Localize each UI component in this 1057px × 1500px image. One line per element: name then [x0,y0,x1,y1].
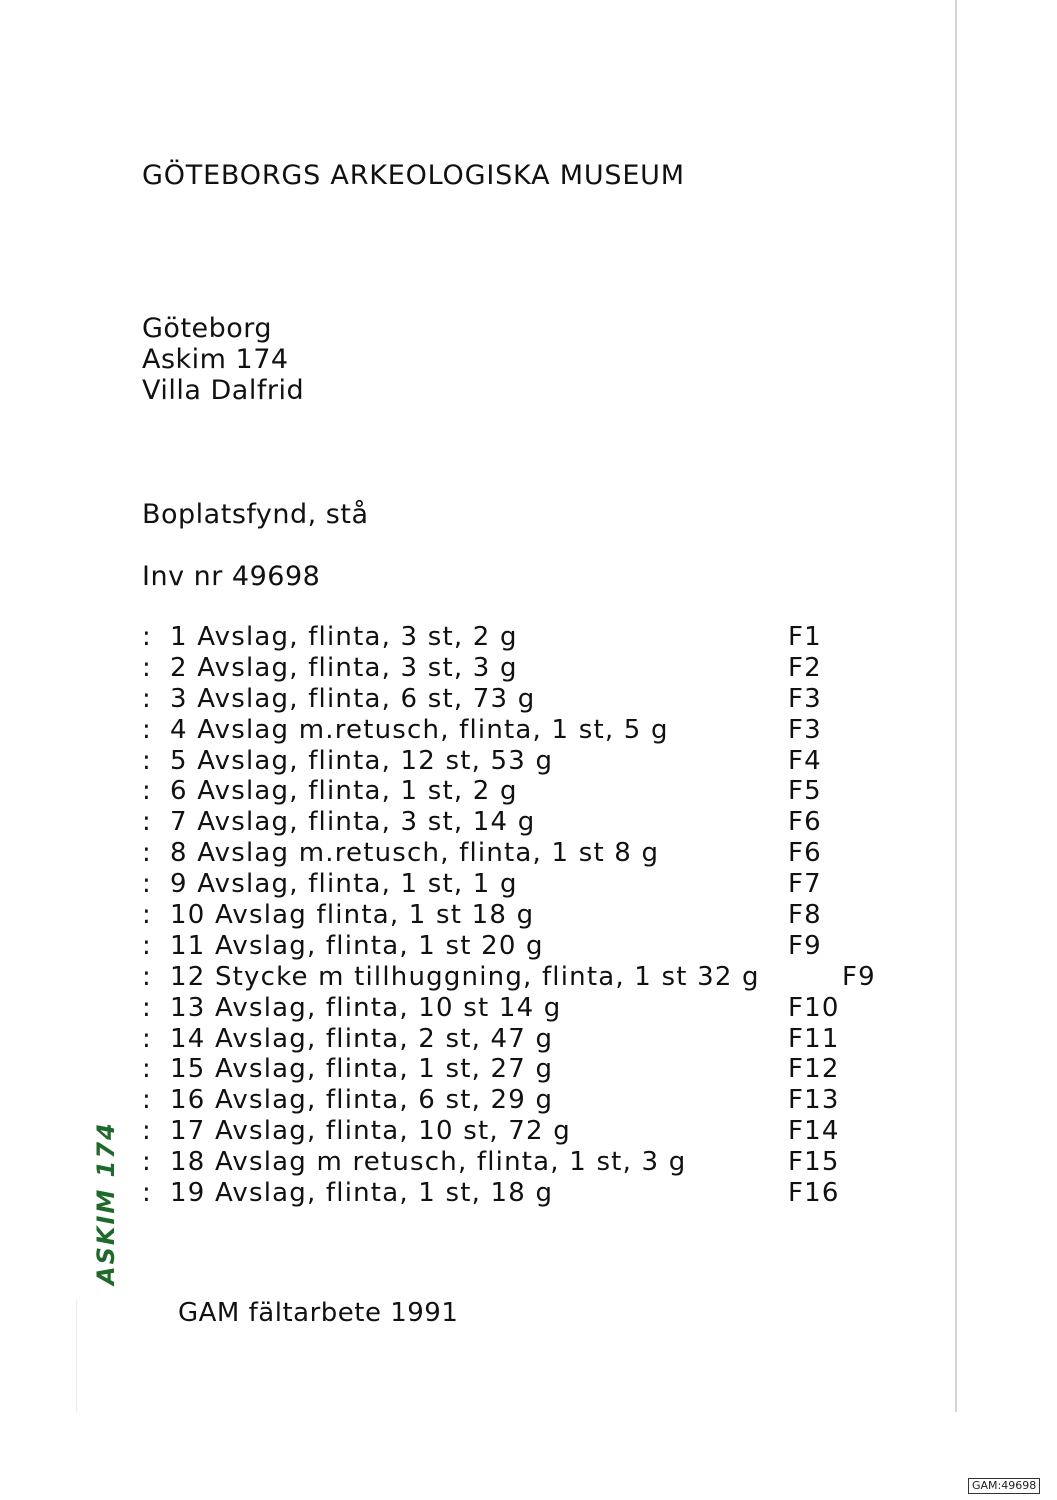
find-description: 17 Avslag, flinta, 10 st, 72 g [170,1116,571,1147]
find-row [142,776,902,807]
location-place: Villa Dalfrid [142,375,305,406]
find-row [142,962,902,993]
find-description: 6 Avslag, flinta, 1 st, 2 g [170,776,518,807]
handwritten-site-note: ASKIM 174 [92,1121,120,1285]
archive-tag: GAM:49698 [968,1478,1040,1494]
row-separator: : [142,900,152,931]
row-separator: : [142,1147,152,1178]
find-code: F9 [842,961,876,992]
find-description: 5 Avslag, flinta, 12 st, 53 g [170,745,554,776]
row-separator: : [142,745,152,776]
row-separator: : [142,683,152,714]
find-description: 16 Avslag, flinta, 6 st, 29 g [170,1085,554,1116]
row-separator: : [142,1178,152,1209]
find-description: 14 Avslag, flinta, 2 st, 47 g [170,1023,554,1054]
find-description: 2 Avslag, flinta, 3 st, 3 g [170,652,518,683]
find-code: F2 [788,652,822,683]
find-row [142,622,902,653]
row-separator: : [142,838,152,869]
row-separator: : [142,1116,152,1147]
find-row [142,1054,902,1085]
find-row [142,1147,902,1178]
find-code: F11 [788,1023,840,1054]
find-code: F12 [788,1054,840,1085]
row-separator: : [142,807,152,838]
find-description: 8 Avslag m.retusch, flinta, 1 st 8 g [170,838,660,869]
find-description: 19 Avslag, flinta, 1 st, 18 g [170,1178,554,1209]
row-separator: : [142,930,152,961]
row-separator: : [142,776,152,807]
find-code: F13 [788,1085,840,1116]
find-code: F5 [788,776,822,807]
page-edge-line [955,0,957,1412]
find-row [142,838,902,869]
find-row [142,931,902,962]
find-category: Boplatsfynd, stå [142,499,369,530]
row-separator: : [142,869,152,900]
location-block [142,313,304,406]
find-row [142,1024,902,1055]
location-city: Göteborg [142,313,273,344]
finds-list [142,622,902,1209]
find-description: 15 Avslag, flinta, 1 st, 27 g [170,1054,554,1085]
row-separator: : [142,1054,152,1085]
museum-header: GÖTEBORGS ARKEOLOGISKA MUSEUM [142,160,685,191]
find-row [142,1085,902,1116]
find-row [142,1178,902,1209]
find-description: 18 Avslag m retusch, flinta, 1 st, 3 g [170,1147,687,1178]
find-description: 1 Avslag, flinta, 3 st, 2 g [170,622,518,652]
find-row [142,684,902,715]
find-row [142,746,902,777]
find-row [142,807,902,838]
find-code: F16 [788,1178,840,1209]
row-separator: : [142,622,152,652]
find-code: F6 [788,807,822,838]
find-description: 7 Avslag, flinta, 3 st, 14 g [170,807,536,838]
row-separator: : [142,1085,152,1116]
find-description: 9 Avslag, flinta, 1 st, 1 g [170,869,518,900]
find-code: F4 [788,745,822,776]
find-code: F7 [788,869,822,900]
location-site: Askim 174 [142,344,289,375]
fieldwork-footer: GAM fältarbete 1991 [178,1298,459,1328]
find-code: F14 [788,1116,840,1147]
find-description: 12 Stycke m tillhuggning, flinta, 1 st 32 g [170,961,760,992]
find-description: 4 Avslag m.retusch, flinta, 1 st, 5 g [170,714,669,745]
row-separator: : [142,652,152,683]
find-row [142,715,902,746]
faint-margin-line [76,1300,77,1412]
find-description: 3 Avslag, flinta, 6 st, 73 g [170,683,536,714]
find-code: F10 [788,992,840,1023]
row-separator: : [142,961,152,992]
find-row [142,653,902,684]
find-code: F6 [788,838,822,869]
row-separator: : [142,992,152,1023]
find-code: F15 [788,1147,840,1178]
find-description: 13 Avslag, flinta, 10 st 14 g [170,992,562,1023]
find-code: F9 [788,930,822,961]
find-row [142,900,902,931]
inventory-number: Inv nr 49698 [142,561,321,592]
row-separator: : [142,714,152,745]
row-separator: : [142,1023,152,1054]
find-code: F3 [788,714,822,745]
find-code: F3 [788,683,822,714]
find-description: 10 Avslag flinta, 1 st 18 g [170,900,535,931]
find-row [142,993,902,1024]
find-code: F1 [788,622,822,652]
find-row [142,869,902,900]
find-code: F8 [788,900,822,931]
find-row [142,1116,902,1147]
find-description: 11 Avslag, flinta, 1 st 20 g [170,930,544,961]
